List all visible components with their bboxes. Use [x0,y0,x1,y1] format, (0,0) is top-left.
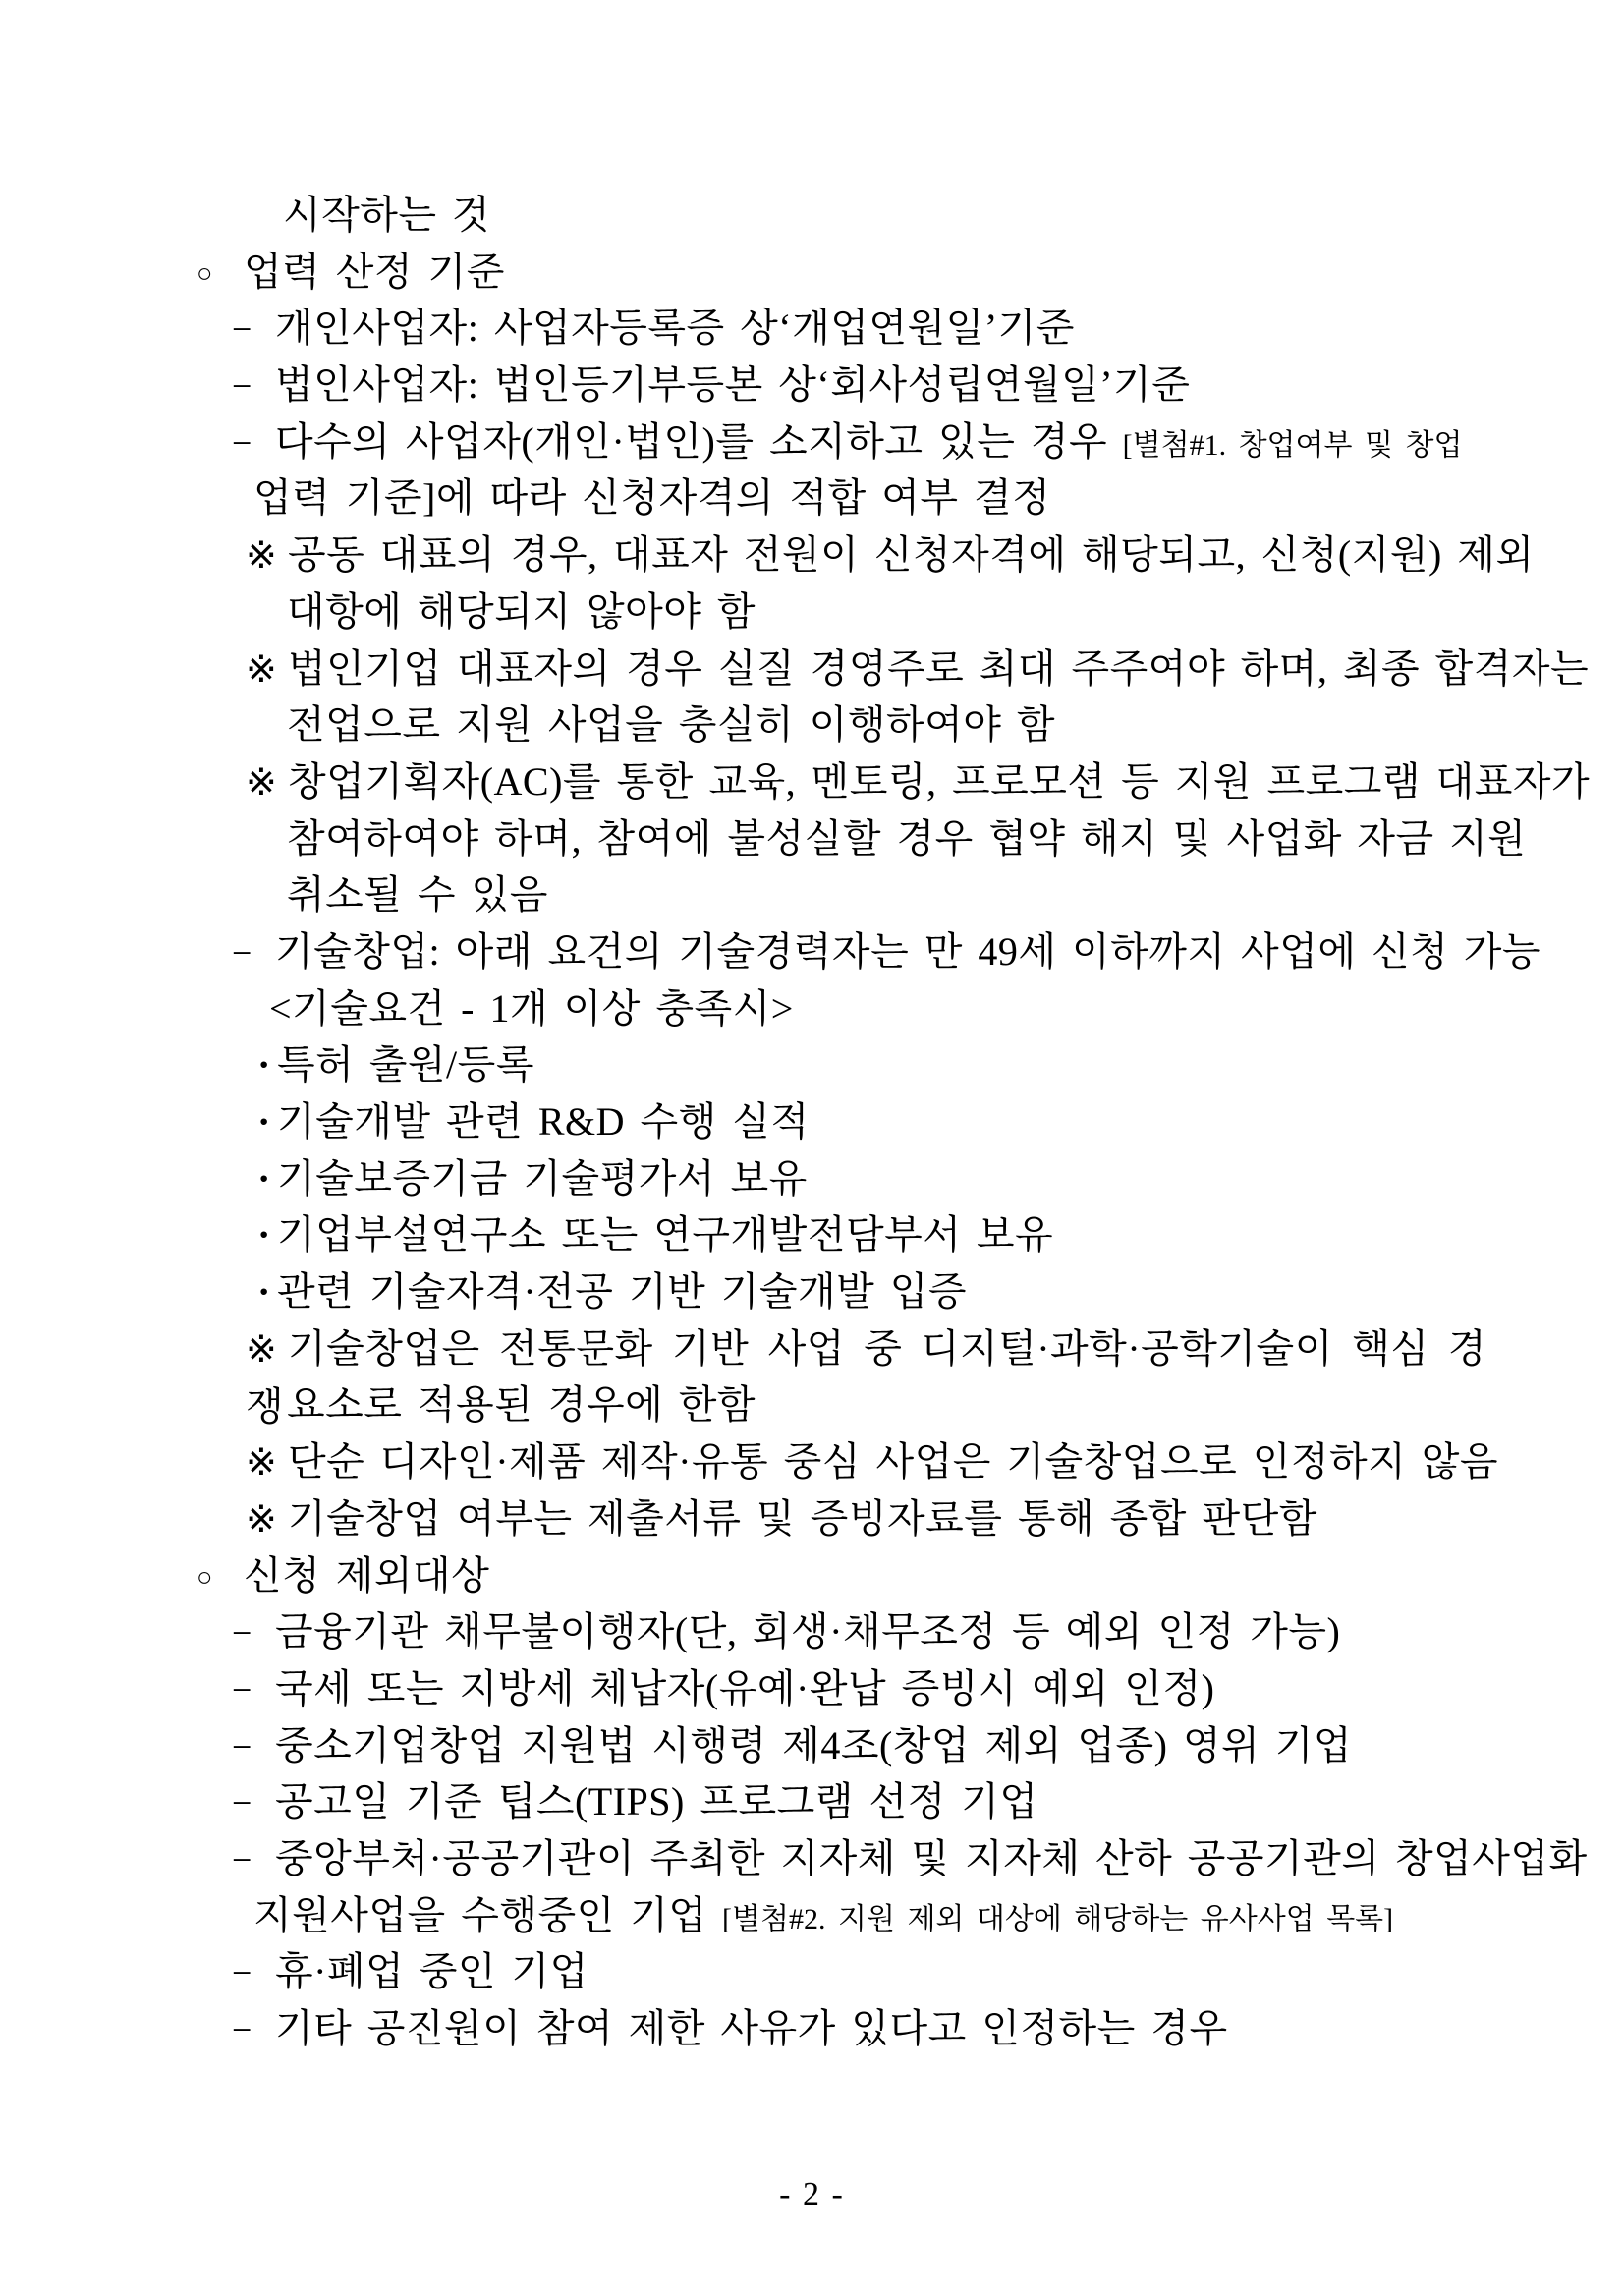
doc-line-text: 중소기업창업 지원법 시행령 제4조(창업 제외 업종) 영위 기업 [275,1722,1352,1767]
attachment-reference-note: [별첨#1. 창업여부 및 창업 [1122,428,1463,462]
dash-bullet-icon: − [232,932,252,973]
doc-line-text: 참여하여야 하며, 참여에 불성실할 경우 협약 해지 및 사업화 자금 지원 [287,815,1527,861]
doc-line-5 [0,414,1624,471]
doc-line-text: 전업으로 지원 사업을 충실히 이행하여야 함 [287,702,1056,748]
doc-line-8 [0,584,1624,641]
doc-line-text: 창업기획자(AC)를 통한 교육, 멘토링, 프로모션 등 지원 프로그램 대표자가 [288,758,1591,804]
doc-line-text: 요소로 적용된 경우에 한함 [287,1382,756,1428]
doc-line-text: 다수의 사업자(개인·법인)를 소지하고 있는 경우 [275,419,1123,464]
reference-mark-icon: ※ [246,1442,278,1484]
reference-mark-icon: ※ [246,1328,278,1371]
doc-line-text: 국세 또는 지방세 체납자(유예·완납 증빙시 예외 인정) [275,1665,1215,1710]
reference-mark-icon: ※ [246,535,278,578]
reference-mark-icon: ※ [246,761,278,804]
dash-bullet-icon: − [232,1613,252,1653]
doc-line-text: 중앙부처·공공기관이 주최한 지자체 및 지자체 산하 공공기관의 창업사업화 [275,1835,1588,1880]
reference-mark-icon: ※ [246,1498,278,1540]
doc-line-14 [0,924,1624,980]
doc-line-text: <기술요건 - 1개 이상 충족시> [269,985,794,1031]
attachment-reference-note: [별첨#2. 지원 제외 대상에 해당하는 유사사업 목록] [722,1902,1394,1935]
doc-line-19 [0,1206,1624,1263]
dot-bullet-icon: · [257,1042,271,1088]
dash-bullet-icon: − [232,1669,252,1709]
doc-line-text: 단순 디자인·제품 제작·유통 중심 사업은 기술창업으로 인정하지 않음 [288,1439,1499,1484]
doc-line-text: 대항에 해당되지 않아야 함 [287,588,756,634]
doc-line-text: 관련 기술자격·전공 기반 기술개발 입증 [277,1269,968,1315]
doc-line-2 [0,244,1624,301]
dot-bullet-icon: · [257,1269,271,1315]
doc-line-10 [0,697,1624,754]
doc-line-17 [0,1093,1624,1150]
dash-bullet-icon: − [232,1783,252,1823]
doc-line-text: 시작하는 것 [283,193,491,237]
doc-line-text: 지원사업을 수행중인 기업 [253,1892,723,1937]
doc-line-31 [0,1887,1624,1944]
doc-line-text: 기술창업 여부는 제출서류 및 증빙자료를 통해 종합 판단함 [288,1495,1317,1540]
circle-bullet-icon: ○ [196,1561,213,1592]
doc-line-text: 법인사업자: 법인등기부등본 상‘회사성립연월일’기준 [275,363,1191,408]
doc-line-22 [0,1376,1624,1433]
dot-bullet-icon: · [257,1155,271,1201]
doc-line-text: 법인기업 대표자의 경우 실질 경영주로 최대 주주여야 하며, 최종 합격자는 [288,645,1590,691]
dash-bullet-icon: − [232,422,252,463]
doc-line-text: 기타 공진원이 참여 제한 사유가 있다고 인정하는 경우 [275,2006,1228,2050]
page-number: - 2 - [779,2176,845,2212]
doc-line-27 [0,1660,1624,1717]
doc-line-text: 휴·폐업 중인 기업 [275,1949,588,1994]
doc-line-25 [0,1547,1624,1604]
doc-line-18 [0,1150,1624,1207]
dot-bullet-icon: · [257,1099,271,1144]
dash-bullet-icon: − [232,309,252,350]
doc-line-12 [0,811,1624,868]
doc-line-20 [0,1263,1624,1320]
doc-line-3 [0,300,1624,357]
dash-bullet-icon: − [232,1953,252,1993]
doc-line-30 [0,1830,1624,1887]
doc-line-15 [0,980,1624,1037]
doc-line-text: 개인사업자: 사업자등록증 상‘개업연원일’기준 [275,306,1075,351]
doc-line-text: 특허 출원/등록 [277,1042,534,1088]
doc-line-text: 기업부설연구소 또는 연구개발전담부서 보유 [277,1212,1054,1258]
doc-line-text: 업력 기준]에 따라 신청자격의 적합 여부 결정 [253,476,1051,521]
doc-line-28 [0,1717,1624,1774]
dash-bullet-icon: − [232,1839,252,1879]
doc-line-26 [0,1603,1624,1660]
reference-mark-icon: ※ [246,648,278,691]
doc-line-33 [0,2000,1624,2057]
document-body [0,187,1624,2057]
doc-line-29 [0,1773,1624,1830]
doc-line-text: 신청 제외대상 [244,1552,490,1597]
doc-line-text: 취소될 수 있음 [287,872,548,918]
doc-line-11 [0,754,1624,811]
doc-line-1 [0,187,1624,244]
dot-bullet-icon: · [257,1212,271,1258]
doc-line-7 [0,527,1624,584]
doc-line-text: 기술창업: 아래 요건의 기술경력자는 만 49세 이하까지 사업에 신청 가능 [275,928,1541,974]
doc-line-text: 공동 대표의 경우, 대표자 전원이 신청자격에 해당되고, 신청(지원) 제외 [288,532,1535,578]
dash-bullet-icon: − [232,366,252,407]
doc-line-text: 기술개발 관련 R&D 수행 실적 [277,1099,810,1144]
doc-line-text: 업력 산정 기준 [244,249,505,294]
doc-line-text: 기술보증기금 기술평가서 보유 [277,1155,808,1201]
doc-line-16 [0,1036,1624,1093]
doc-line-4 [0,357,1624,414]
doc-line-13 [0,867,1624,924]
doc-line-32 [0,1943,1624,2000]
doc-line-text: 기술창업은 전통문화 기반 사업 중 디지털·과학·공학기술이 핵심 경쟁 [246,1325,1486,1429]
dash-bullet-icon: − [232,1726,252,1766]
doc-line-text: 공고일 기준 팁스(TIPS) 프로그램 선정 기업 [275,1779,1038,1824]
circle-bullet-icon: ○ [196,257,213,288]
doc-line-6 [0,470,1624,527]
doc-line-24 [0,1490,1624,1547]
doc-line-23 [0,1433,1624,1490]
dash-bullet-icon: − [232,2010,252,2049]
doc-line-9 [0,641,1624,698]
doc-line-text: 금융기관 채무불이행자(단, 회생·채무조정 등 예외 인정 가능) [275,1609,1341,1654]
